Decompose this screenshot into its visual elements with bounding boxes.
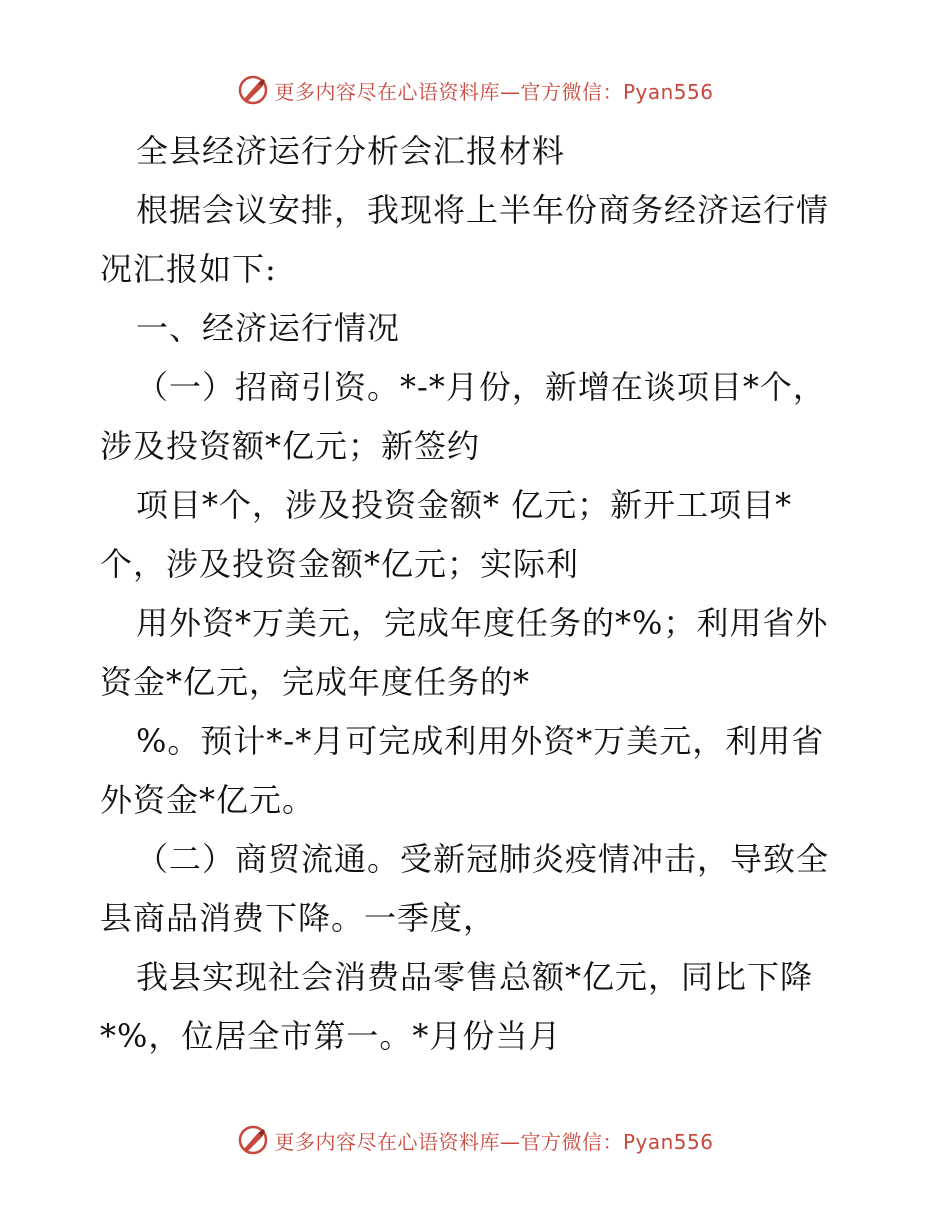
text-line: 外资金*亿元。: [100, 781, 316, 819]
watermark-text: 更多内容尽在心语资料库—官方微信：Pyan556: [274, 79, 714, 104]
text-line: （二）商贸流通。受新冠肺炎疫情冲击，导致全: [136, 840, 830, 878]
text-line: 况汇报如下:: [100, 250, 277, 288]
text-line: 我县实现社会消费品零售总额*亿元，同比下降: [136, 958, 814, 996]
text-line: *%，位居全市第一。*月份当月: [100, 1017, 562, 1055]
header-watermark-banner: [0, 70, 950, 110]
text-line: 一、经济运行情况: [136, 309, 401, 347]
watermark-text: 更多内容尽在心语资料库—官方微信：Pyan556: [274, 1129, 714, 1154]
text-line: 个，涉及投资金额*亿元；实际利: [100, 545, 580, 583]
document-body: [100, 122, 860, 1066]
text-line: 用外资*万美元，完成年度任务的*%；利用省外: [136, 604, 829, 642]
text-line: 根据会议安排，我现将上半年份商务经济运行情: [136, 191, 830, 229]
text-line: 项目*个，涉及投资金额* 亿元；新开工项目*: [136, 486, 793, 524]
document-title: 全县经济运行分析会汇报材料: [136, 132, 566, 170]
text-line: 资金*亿元，完成年度任务的*: [100, 663, 531, 701]
text-line: （一）招商引资。*-*月份，新增在谈项目*个，: [136, 368, 826, 406]
footer-watermark-banner: [0, 1120, 950, 1160]
text-line: 涉及投资额*亿元；新签约: [100, 427, 481, 465]
pen-nib-logo-icon: [236, 73, 270, 107]
text-line: 县商品消费下降。一季度，: [100, 899, 497, 937]
pen-nib-logo-icon: [236, 1123, 270, 1157]
text-line: %。预计*-*月可完成利用外资*万美元，利用省: [136, 722, 825, 760]
